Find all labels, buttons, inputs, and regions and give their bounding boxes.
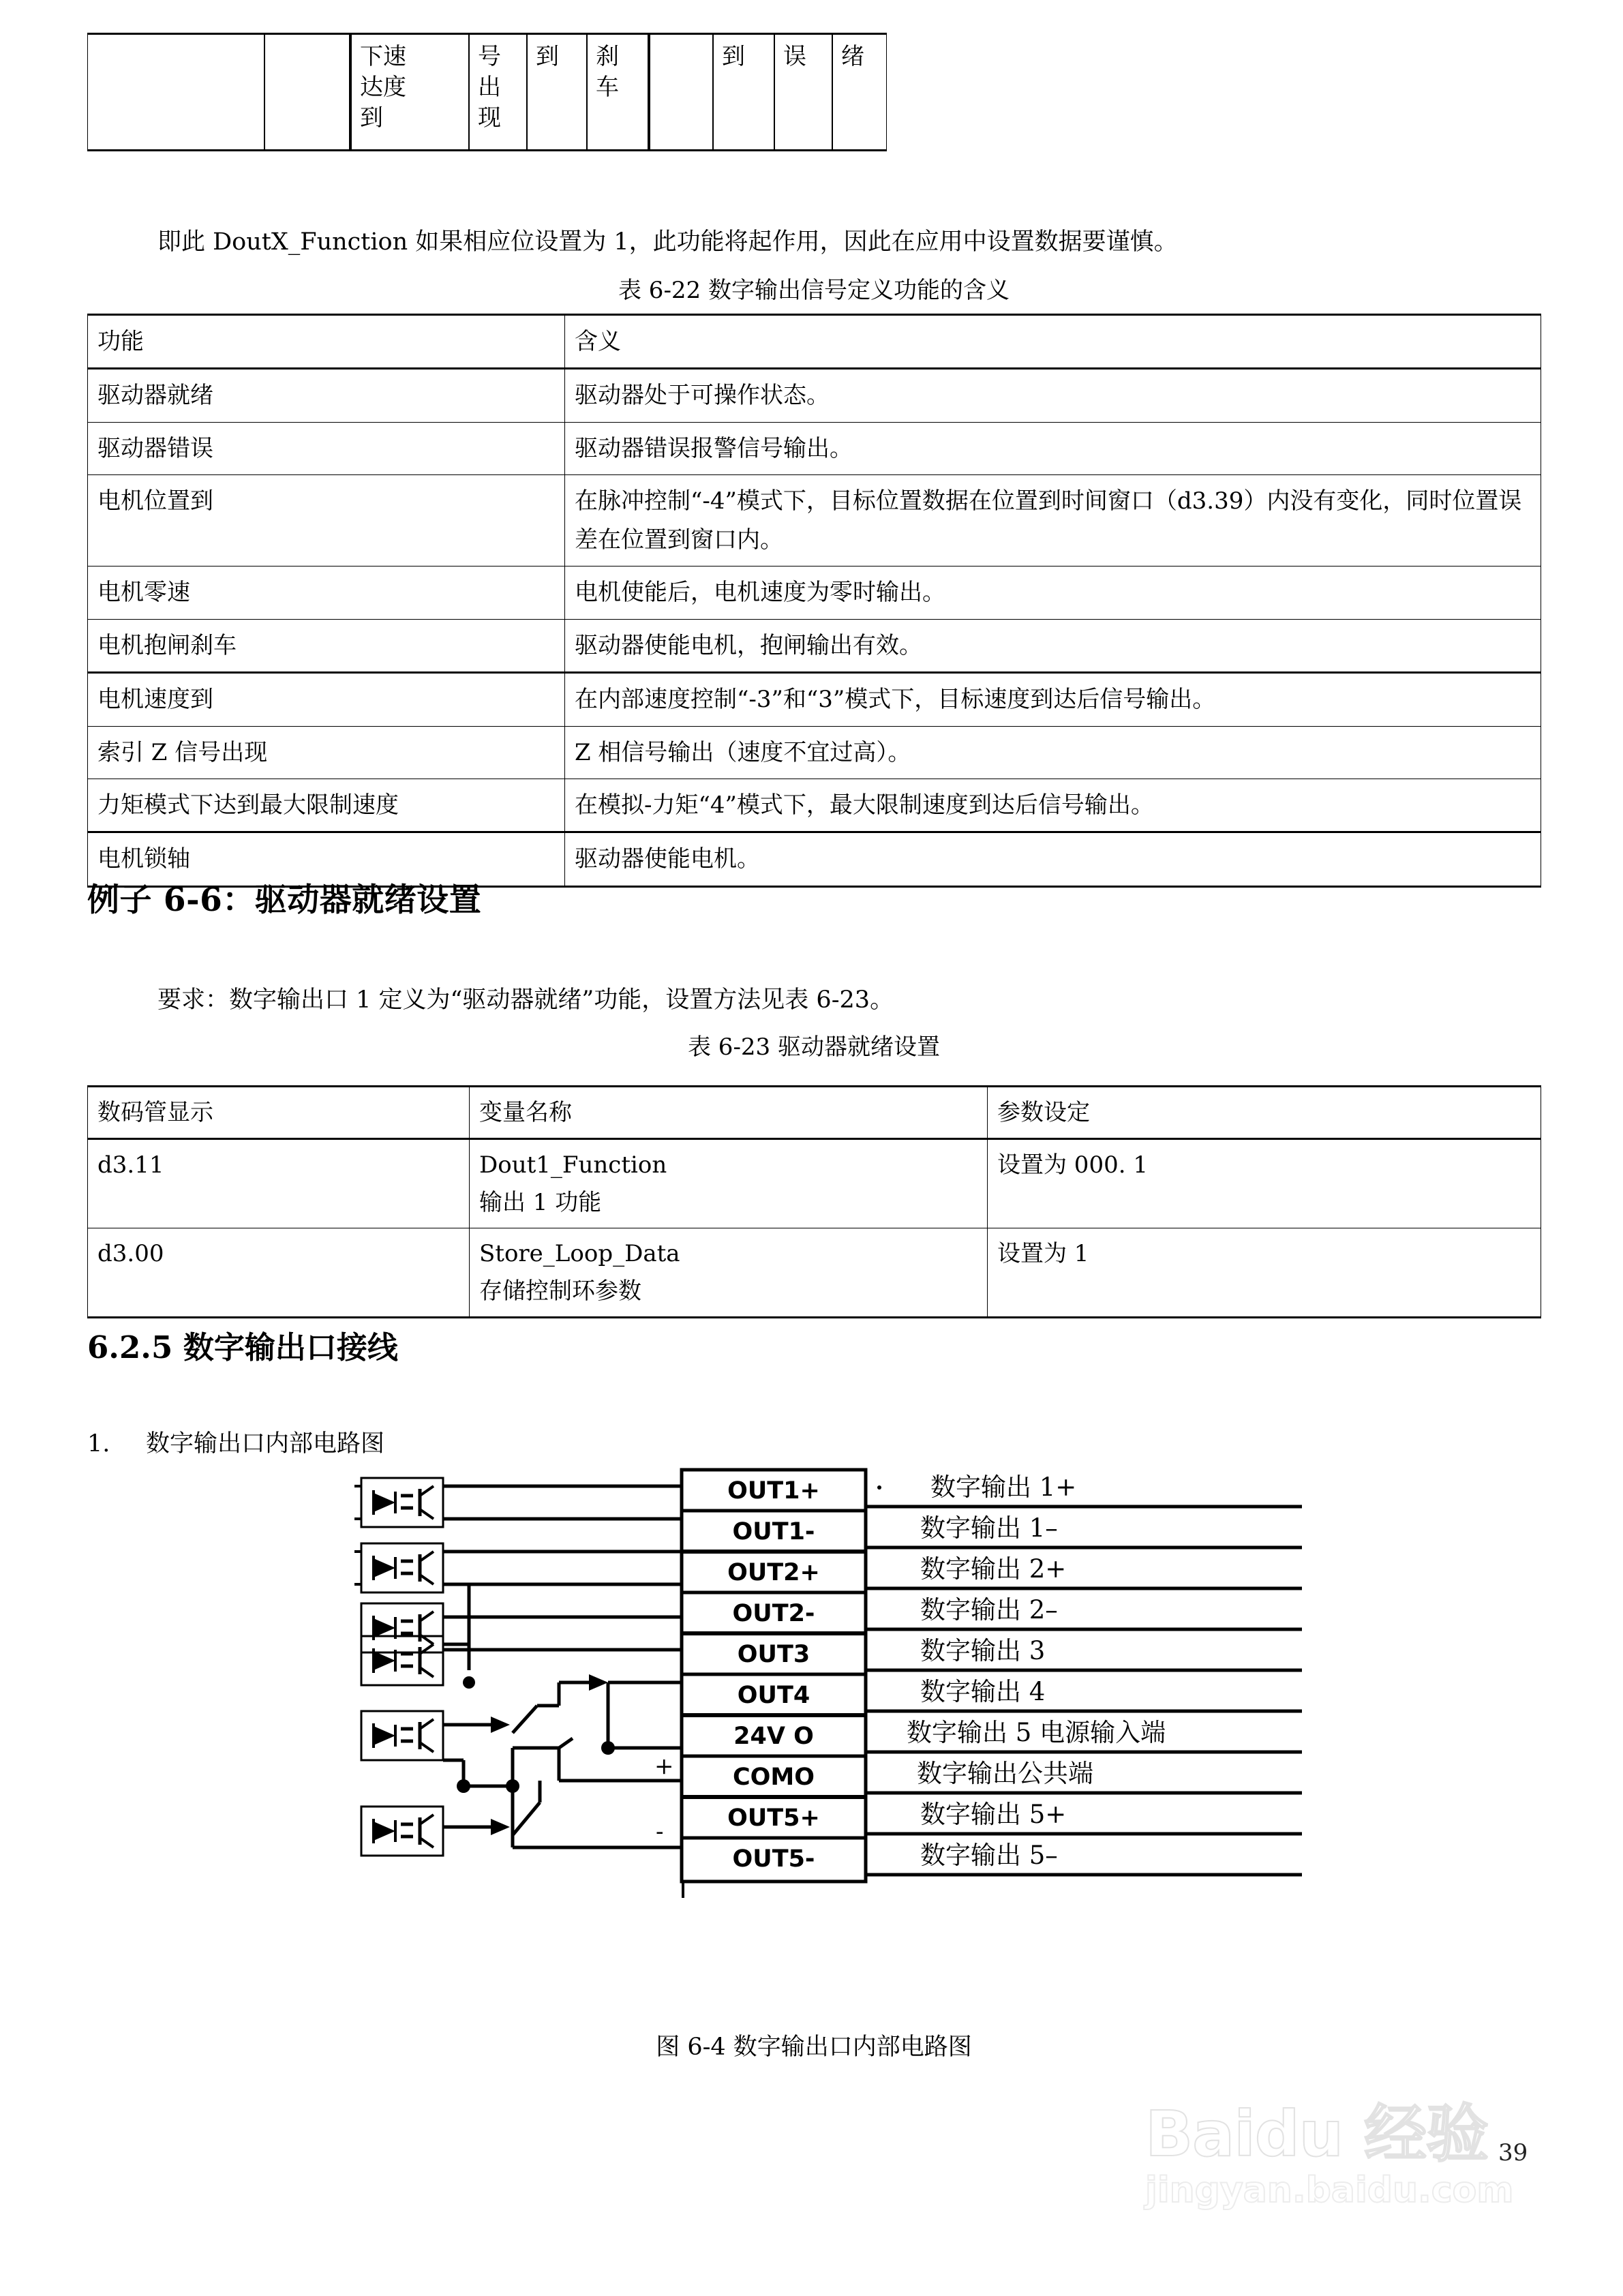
cont-c6-l2: 车 [596, 73, 619, 101]
table-623-r1-varname: Store_Loop_Data [479, 1240, 680, 1268]
list-item [87, 1425, 384, 1459]
cont-c5-l1: 到 [536, 43, 559, 70]
table-622-r3-c1: 电机使能后，电机速度为零时输出。 [565, 567, 1541, 619]
table-623-r1-setting: 设置为 1 [988, 1228, 1541, 1318]
cont-c3-l3: 到 [360, 104, 383, 132]
terminal-desc-1: 数字输出 1– [920, 1513, 1058, 1543]
cont-c4-l1: 号 [478, 43, 501, 70]
dot-marker-icon [877, 1485, 881, 1490]
table-row [88, 1087, 1541, 1139]
list-item-label: 数字输出口内部电路图 [146, 1430, 385, 1457]
cont-c6-l1: 刹 [596, 43, 619, 70]
table-623-caption-wrap [87, 1024, 1541, 1068]
optocoupler-icon-1 [354, 1478, 443, 1527]
table-623-header-varname: 变量名称 [470, 1087, 988, 1139]
optocoupler-icon-2 [354, 1543, 443, 1592]
table-622-header-meaning: 含义 [565, 315, 1541, 369]
table-row [88, 726, 1541, 779]
table-622-r6-c1: Z 相信号输出（速度不宜过高）。 [565, 726, 1541, 779]
polarity-plus-label: + [654, 1753, 674, 1780]
terminal-label-1: OUT1- [732, 1518, 815, 1545]
cont-cell-4 [469, 33, 527, 151]
table-row [88, 315, 1541, 369]
cont-c9-l1: 误 [783, 43, 806, 70]
terminal-label-6: 24V O [733, 1723, 814, 1750]
continued-table [87, 33, 887, 151]
cont-cell-5 [527, 33, 587, 151]
table-622-caption-wrap [87, 267, 1541, 312]
cont-c3-l2: 达度 [360, 73, 406, 101]
terminal-desc-8: 数字输出 5+ [920, 1800, 1067, 1829]
requirement-text: 要求：数字输出口 1 定义为“驱动器就绪”功能，设置方法见表 6-23。 [157, 986, 894, 1014]
cont-c4-l3: 现 [478, 104, 501, 132]
terminal-label-3: OUT2- [732, 1600, 815, 1627]
table-622-r4-c1: 驱动器使能电机，抱闸输出有效。 [565, 619, 1541, 672]
table-622-r8-c1: 驱动器使能电机。 [565, 832, 1541, 886]
cont-cell-3 [350, 33, 469, 151]
table-622-r5-c0: 电机速度到 [88, 673, 565, 726]
table-622-r0-c1: 驱动器处于可操作状态。 [565, 369, 1541, 422]
table-622-r2-c0: 电机位置到 [88, 475, 565, 567]
table-623-r1-vardesc: 存储控制环参数 [479, 1277, 641, 1305]
terminal-desc-7: 数字输出公共端 [917, 1759, 1093, 1788]
optocoupler-icon-5 [361, 1711, 443, 1760]
terminal-label-5: OUT4 [737, 1682, 810, 1709]
table-623-r0-varcell [470, 1139, 988, 1228]
table-622-caption: 表 6-22 数字输出信号定义功能的含义 [618, 277, 1010, 304]
table-623-header-display: 数码管显示 [88, 1087, 470, 1139]
cont-cell-8 [713, 33, 774, 151]
cont-cell-6 [587, 33, 648, 151]
table-row [88, 1139, 1541, 1228]
table-622-r4-c0: 电机抱闸刹车 [88, 619, 565, 672]
table-622-r8-c0: 电机锁轴 [88, 832, 565, 886]
example-heading: 例子 6-6：驱动器就绪设置 [87, 881, 482, 919]
table-623-r0-display: d3.11 [88, 1139, 470, 1228]
terminal-label-2: OUT2+ [727, 1559, 820, 1586]
table-623-r1-varcell [470, 1228, 988, 1318]
cont-c4-l2: 出 [478, 73, 501, 101]
table-623-r0-vardesc: 输出 1 功能 [479, 1188, 602, 1216]
table-622-r5-c1: 在内部速度控制“-3”和“3”模式下，目标速度到达后信号输出。 [565, 673, 1541, 726]
table-row [88, 673, 1541, 726]
cont-cell-1 [87, 33, 264, 151]
table-622-r2-c1: 在脉冲控制“-4”模式下，目标位置数据在位置到时间窗口（d3.39）内没有变化，同时位置误差在位置到窗口内。 [565, 475, 1541, 567]
terminal-label-8: OUT5+ [727, 1804, 820, 1832]
circuit-svg [354, 1466, 1309, 2011]
table-623-r1-display: d3.00 [88, 1228, 470, 1318]
terminal-desc-3: 数字输出 2– [920, 1595, 1058, 1625]
table-row [88, 619, 1541, 672]
terminal-desc-6: 数字输出 5 电源输入端 [907, 1718, 1166, 1747]
terminal-label-7: COMO [732, 1764, 815, 1791]
polarity-minus-label: - [656, 1818, 664, 1845]
page-number: 39 [1498, 2139, 1528, 2166]
watermark-sub-text: jingyan.baidu.com [1145, 2170, 1514, 2211]
table-row [88, 369, 1541, 422]
list-item-number: 1. [87, 1430, 110, 1457]
table-row [88, 567, 1541, 619]
table-622-header-function: 功能 [88, 315, 565, 369]
table-622-r7-c1: 在模拟-力矩“4”模式下，最大限制速度到达后信号输出。 [565, 779, 1541, 832]
terminal-desc-2: 数字输出 2+ [920, 1554, 1067, 1584]
table-622 [87, 314, 1541, 888]
doutx-paragraph-wrap [87, 224, 1541, 260]
table-row [88, 1228, 1541, 1318]
section-heading: 6.2.5 数字输出口接线 [87, 1329, 398, 1365]
requirement-wrap [87, 982, 1541, 1018]
table-623-caption: 表 6-23 驱动器就绪设置 [688, 1033, 940, 1061]
table-622-r1-c1: 驱动器错误报警信号输出。 [565, 422, 1541, 474]
table-622-r3-c0: 电机零速 [88, 567, 565, 619]
doutx-paragraph: 即此 DoutX_Function 如果相应位设置为 1，此功能将起作用，因此在应用中设置数据要谨慎。 [157, 228, 1178, 256]
optocoupler-icon-6 [361, 1807, 443, 1856]
terminal-desc-0: 数字输出 1+ [930, 1472, 1077, 1502]
cont-cell-2 [264, 33, 350, 151]
table-622-r0-c0: 驱动器就绪 [88, 369, 565, 422]
table-623 [87, 1085, 1541, 1318]
figure-caption: 图 6-4 数字输出口内部电路图 [656, 2034, 972, 2061]
table-row [88, 779, 1541, 832]
cont-c10-l1: 绪 [841, 43, 864, 70]
table-622-r7-c0: 力矩模式下达到最大限制速度 [88, 779, 565, 832]
table-623-header-setting: 参数设定 [988, 1087, 1541, 1139]
cont-cell-7 [648, 33, 713, 151]
cont-c3-l1: 下速 [360, 43, 406, 70]
table-622-r6-c0: 索引 Z 信号出现 [88, 726, 565, 779]
watermark-main-text: Baidu 经验 [1145, 2098, 1489, 2171]
terminal-label-4: OUT3 [737, 1641, 810, 1668]
terminal-desc-5: 数字输出 4 [920, 1677, 1046, 1706]
terminal-desc-9: 数字输出 5– [920, 1841, 1058, 1870]
table-row [88, 422, 1541, 474]
baidu-watermark [1145, 2098, 1568, 2253]
cont-c8-l1: 到 [722, 43, 745, 70]
table-622-r1-c0: 驱动器错误 [88, 422, 565, 474]
cont-cell-10 [832, 33, 887, 151]
table-623-r0-varname: Dout1_Function [479, 1151, 667, 1179]
digital-output-circuit-diagram [354, 1466, 1309, 2011]
cont-cell-9 [774, 33, 832, 151]
table-row [88, 475, 1541, 567]
terminal-label-0: OUT1+ [727, 1477, 820, 1505]
terminal-label-9: OUT5- [732, 1845, 815, 1873]
table-623-r0-setting: 设置为 000. 1 [988, 1139, 1541, 1228]
terminal-desc-4: 数字输出 3 [920, 1636, 1046, 1665]
